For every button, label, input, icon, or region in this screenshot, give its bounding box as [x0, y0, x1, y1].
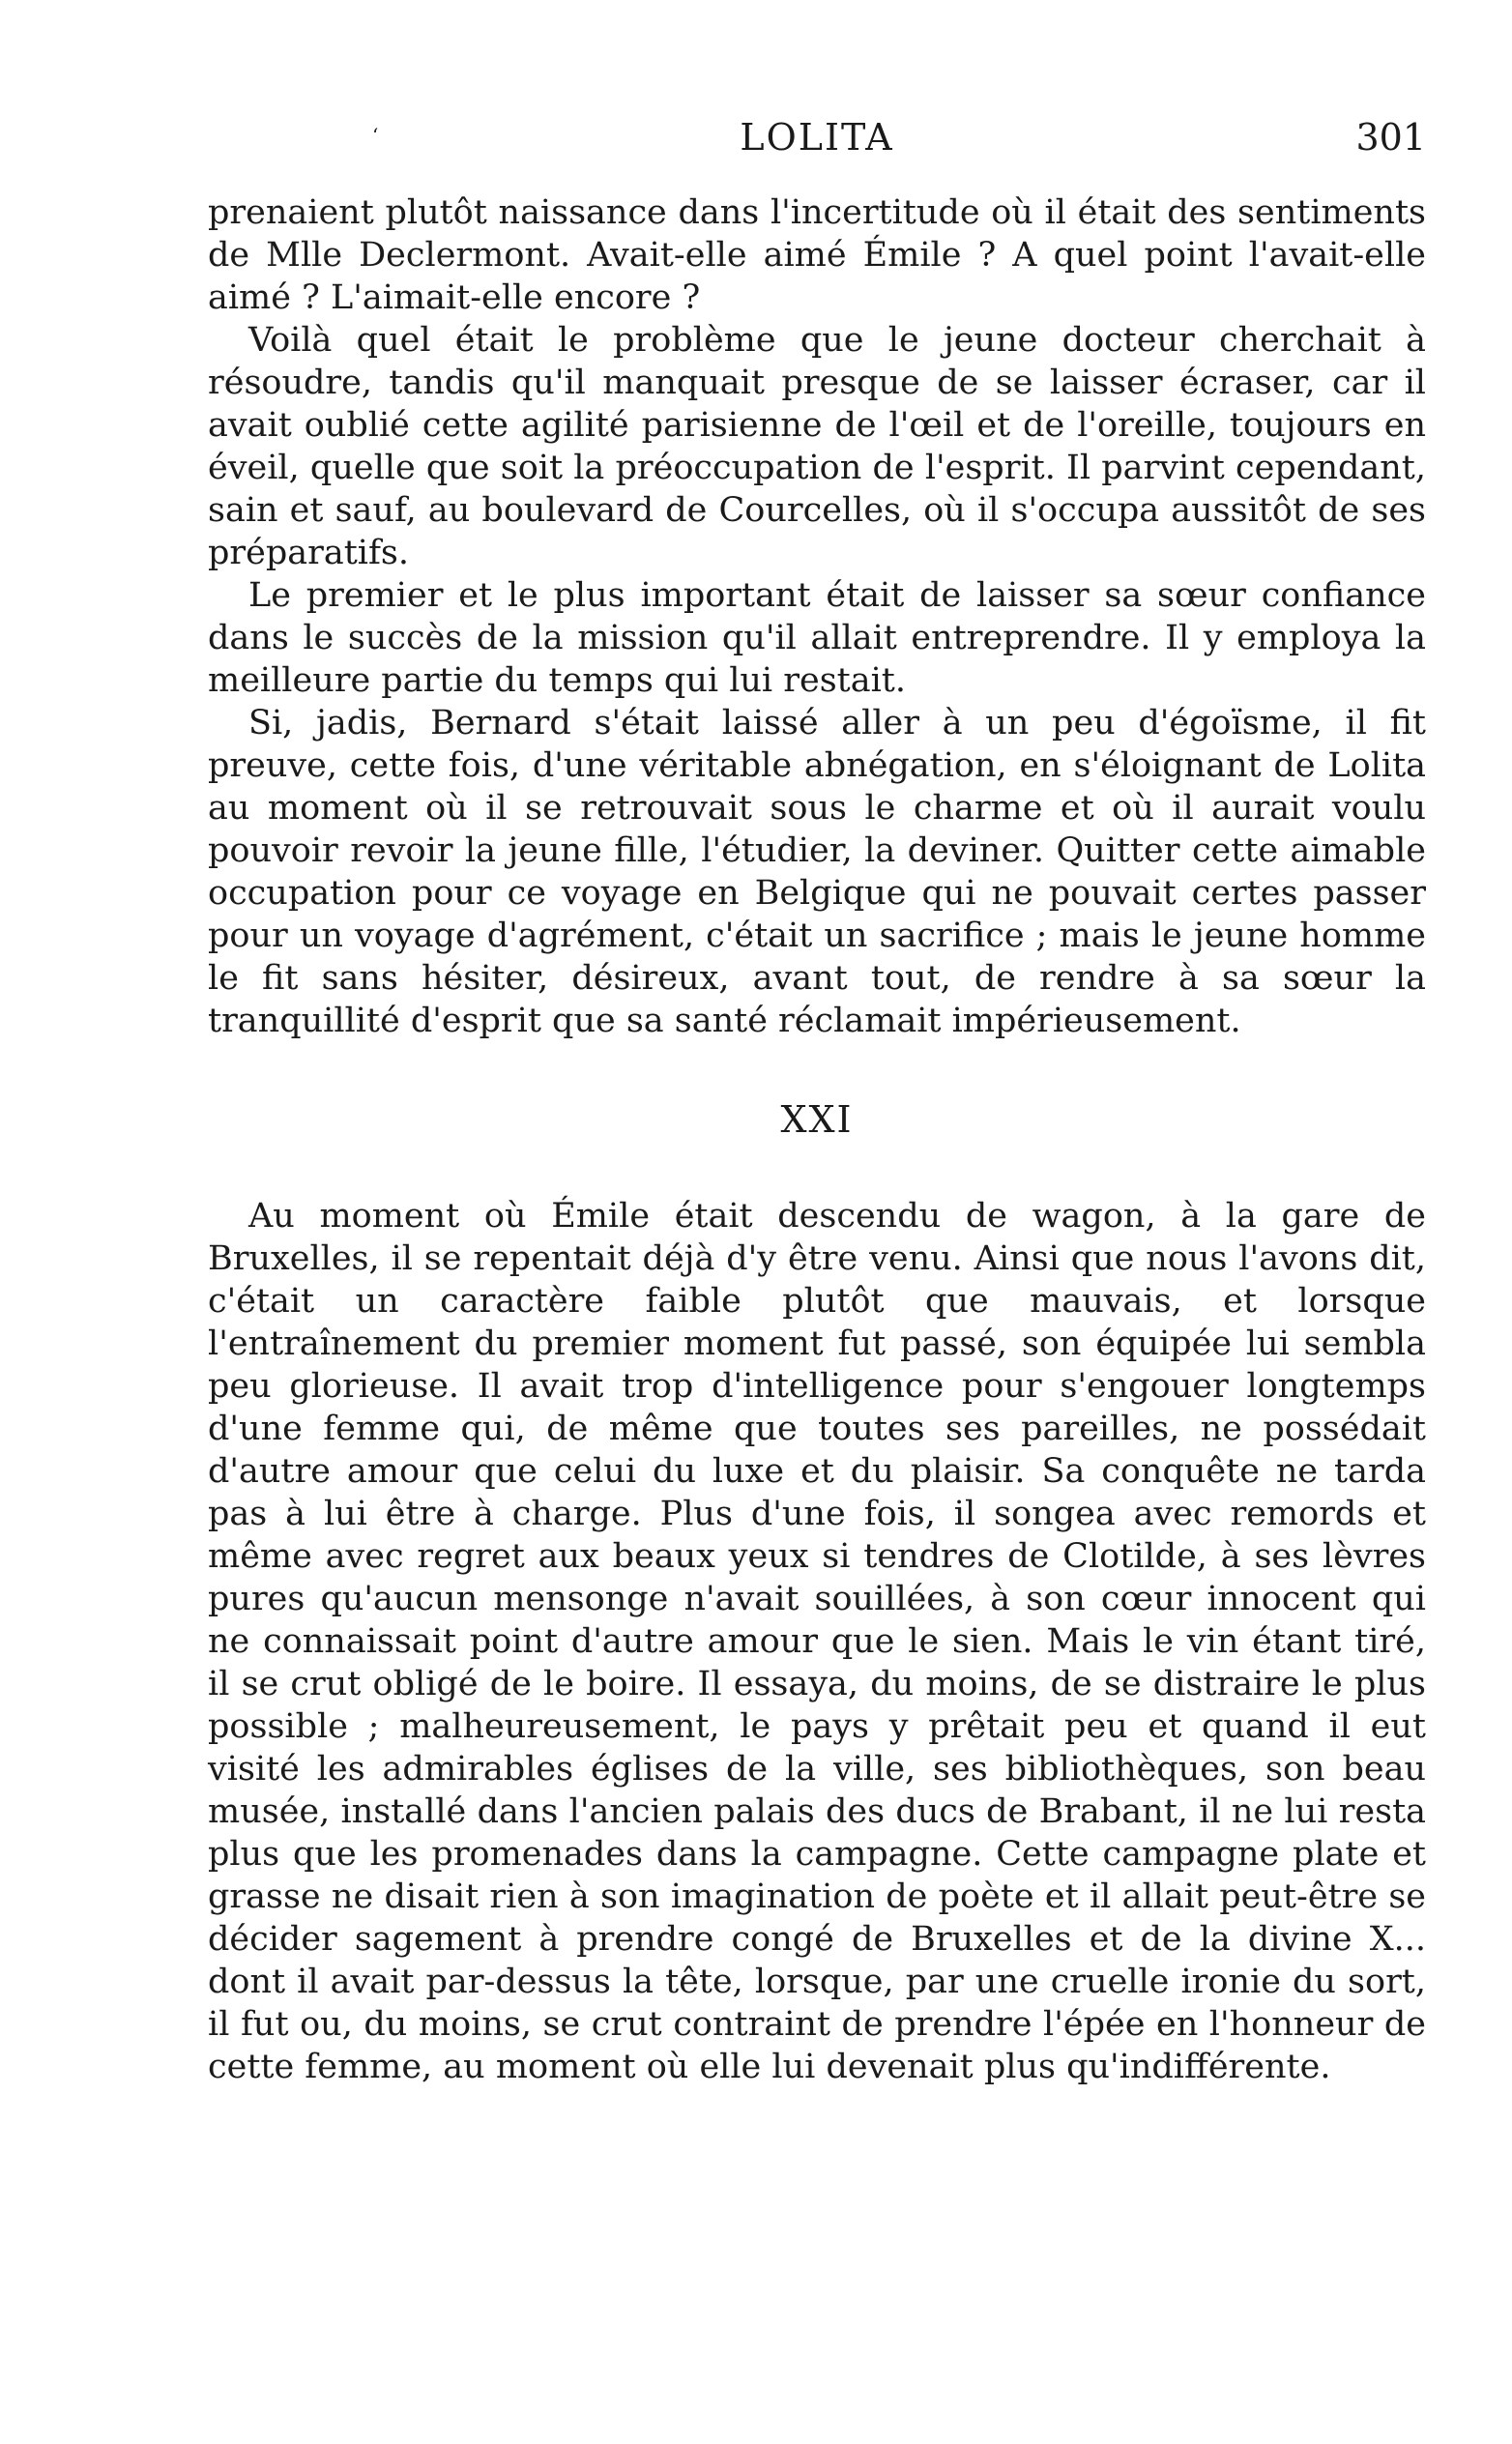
- running-title: LOLITA: [740, 116, 894, 159]
- header-mark: ‘: [372, 124, 379, 147]
- chapter-paragraph: Au moment où Émile était descendu de wagon, à la gare de Bruxelles, il se repentait déjà d'y être venu. Ainsi que nous l'avons dit, c'était un caractère faible plutôt que mauvais, et lorsque l'entraînement du premier moment fut passé, son équipée lui sembla peu glorieuse. Il avait trop d'intelligence pour s'engouer longtemps d'une femme qui, de même que toutes ses pareilles, ne possédait d'autre amour que celui du luxe et du plaisir. Sa conquête ne tarda pas à lui être à charge. Plus d'une fois, il songea avec remords et même avec regret aux beaux yeux si tendres de Clotilde, à ses lèvres pures qu'aucun mensonge n'avait souillées, à son cœur innocent qui ne connaissait point d'autre amour que le sien. Mais le vin étant tiré, il se crut obligé de le boire. Il essaya, du moins, de se distraire le plus possible ; malheureusement, le pays y prêtait peu et quand il eut visité les admirables églises de la ville, ses bibliothèques, son beau musée, installé dans l'ancien palais des ducs de Brabant, il ne lui resta plus que les promenades dans la campagne. Cette campagne plate et grasse ne disait rien à son imagination de poète et il allait peut-être se décider sagement à prendre congé de Bruxelles et de la divine X... dont il avait par-dessus la tête, lorsque, par une cruelle ironie du sort, il fut ou, du moins, se crut contraint de prendre l'épée en l'honneur de cette femme, au moment où elle lui devenait plus qu'indifférente.: [208, 1197, 1426, 2086]
- paragraph: Le premier et le plus important était de laisser sa sœur confiance dans le succès de la mission qu'il allait entreprendre. Il y employa la meilleure partie du temps qui lui restait.: [208, 576, 1426, 700]
- running-header: [208, 116, 1426, 184]
- book-page: [208, 116, 1426, 2088]
- paragraph: Si, jadis, Bernard s'était laissé aller à un peu d'égoïsme, il fit preuve, cette fois, d'une véritable abnégation, en s'éloignant de Lolita au moment où il se retrouvait sous le charme et où il aurait voulu pouvoir revoir la jeune fille, l'étudier, la deviner. Quitter cette aimable occupation pour ce voyage en Belgique qui ne pouvait certes passer pour un voyage d'agrément, c'était un sacrifice ; mais le jeune homme le fit sans hésiter, désireux, avant tout, de rendre à sa sœur la tranquillité d'esprit que sa santé réclamait impérieusement.: [208, 704, 1426, 1040]
- paragraph: Voilà quel était le problème que le jeune docteur cherchait à résoudre, tandis qu'il manquait presque de se laisser écraser, car il avait oublié cette agilité parisienne de l'œil et de l'oreille, toujours en éveil, quelle que soit la préoccupation de l'esprit. Il parvint cependant, sain et sauf, au boulevard de Courcelles, où il s'occupa aussitôt de ses préparatifs.: [208, 321, 1426, 572]
- chapter-heading: XXI: [780, 1098, 854, 1141]
- page-number: 301: [1355, 116, 1426, 159]
- body-text: [208, 191, 1426, 2088]
- paragraph-continued: prenaient plutôt naissance dans l'incertitude où il était des sentiments de Mlle Declermont. Avait-elle aimé Émile ? A quel point l'avait-elle aimé ? L'aimait-elle encore ?: [208, 193, 1426, 317]
